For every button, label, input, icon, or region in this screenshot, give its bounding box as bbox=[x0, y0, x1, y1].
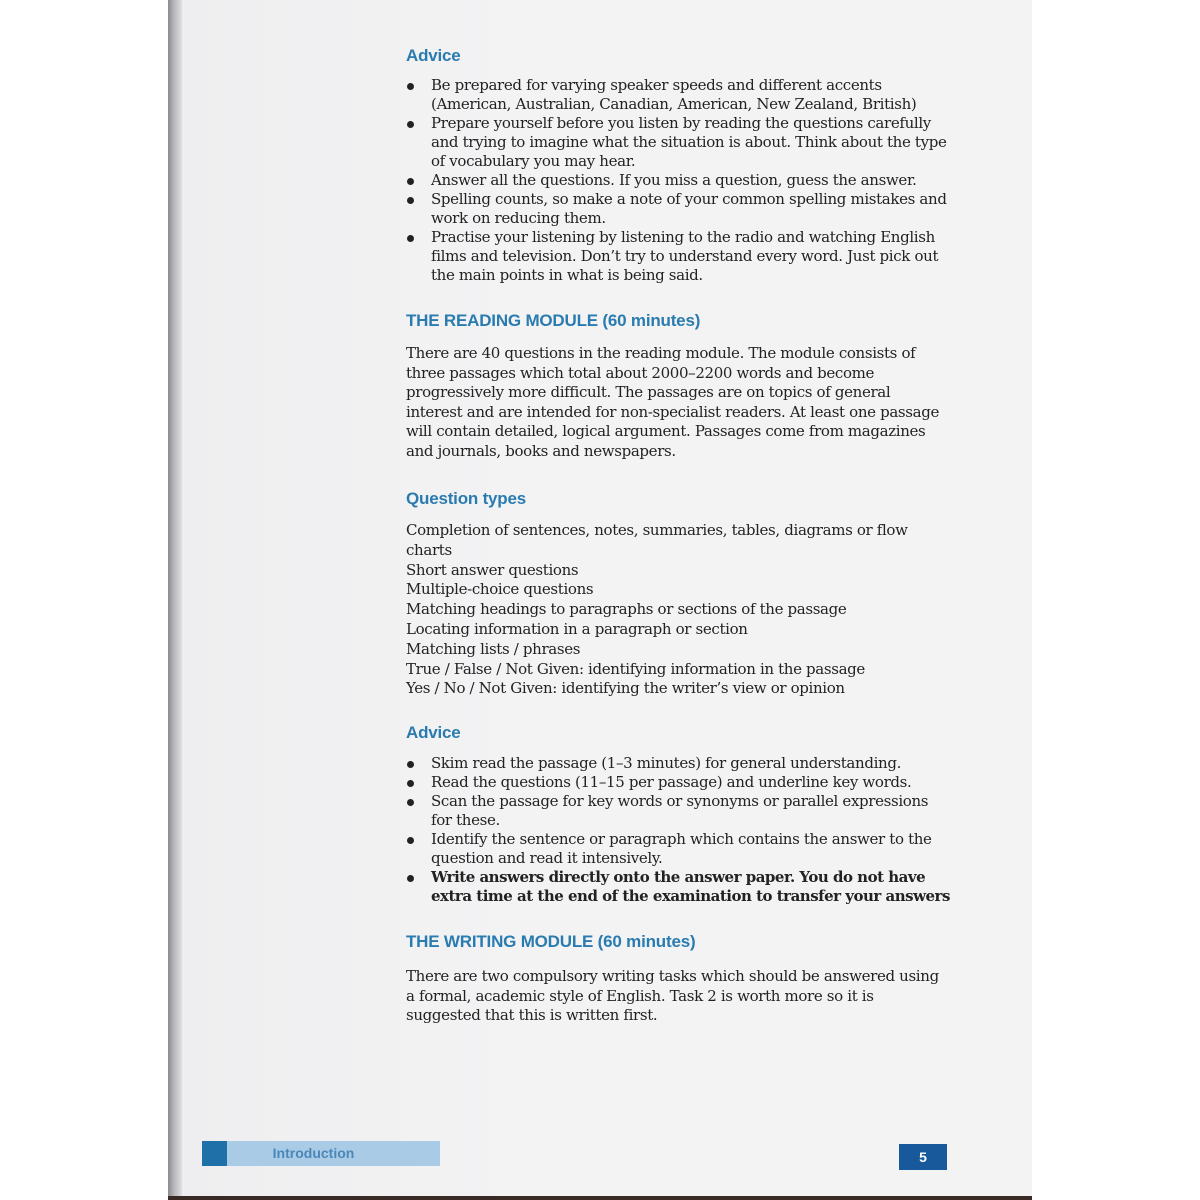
footer-accent-block bbox=[202, 1141, 227, 1166]
list-item: True / False / Not Given: identifying information in the passage bbox=[406, 659, 865, 678]
page-spine-shadow bbox=[168, 0, 182, 1200]
list-item: Scan the passage for key words or synonyms or parallel expressions for these. bbox=[406, 792, 951, 830]
list-item: Practise your listening by listening to the radio and watching English films and television. Don’t try to understand every word. Just pick out the main points in what is being said. bbox=[406, 228, 951, 285]
list-item: Completion of sentences, notes, summaries, tables, diagrams or flow charts bbox=[406, 521, 908, 559]
list-item: Matching lists / phrases bbox=[406, 639, 581, 658]
reading-module-body: There are 40 questions in the reading module. The module consists of three passages which total about 2000–2200 words and become progressively more difficult. The passages are on topics of general interest and are intended for non-specialist readers. At least one passage will contain detailed, logical argument. Passages come from magazines and journals, books and newspapers. bbox=[406, 344, 940, 460]
bullet-icon bbox=[407, 197, 414, 204]
footer-section-bar bbox=[202, 1141, 440, 1166]
list-item: Spelling counts, so make a note of your common spelling mistakes and work on reducing them. bbox=[406, 190, 951, 228]
footer-section-label: Introduction bbox=[272, 1145, 355, 1161]
question-types-section bbox=[406, 489, 951, 699]
list-item: Short answer questions bbox=[406, 560, 579, 579]
bullet-icon bbox=[407, 780, 414, 787]
list-item: Be prepared for varying speaker speeds and different accents (American, Australian, Canadian, American, New Zealand, British) bbox=[406, 76, 951, 114]
listening-advice-heading: Advice bbox=[406, 46, 461, 65]
list-item: Write answers directly onto the answer paper. You do not have extra time at the end of the examination to transfer your answers bbox=[406, 868, 951, 906]
reading-module-section bbox=[406, 311, 951, 461]
list-item: Read the questions (11–15 per passage) and underline key words. bbox=[406, 773, 951, 792]
writing-module-section bbox=[406, 932, 951, 1026]
list-item: Prepare yourself before you listen by reading the questions carefully and trying to imagine what the situation is about. Think about the type of vocabulary you may hear. bbox=[406, 114, 951, 171]
list-item: Skim read the passage (1–3 minutes) for general understanding. bbox=[406, 754, 951, 773]
reading-advice-heading: Advice bbox=[406, 723, 461, 743]
bullet-icon bbox=[407, 121, 414, 128]
book-page bbox=[168, 0, 1032, 1200]
writing-module-heading: THE WRITING MODULE (60 minutes) bbox=[406, 932, 696, 952]
list-item: Multiple-choice questions bbox=[406, 580, 594, 599]
reading-module-heading: THE READING MODULE (60 minutes) bbox=[406, 311, 701, 330]
page-content bbox=[406, 46, 951, 1026]
bullet-icon bbox=[407, 761, 414, 768]
page-bottom-edge bbox=[168, 1196, 1032, 1200]
bullet-icon bbox=[407, 83, 414, 90]
bullet-icon bbox=[407, 875, 414, 882]
list-item: Locating information in a paragraph or section bbox=[406, 619, 748, 638]
listening-advice-section bbox=[406, 46, 951, 285]
reading-advice-section bbox=[406, 723, 951, 906]
reading-advice-list bbox=[406, 754, 951, 906]
listening-advice-list bbox=[406, 76, 951, 285]
page-number: 5 bbox=[899, 1144, 947, 1170]
bullet-icon bbox=[407, 235, 414, 242]
question-types-heading: Question types bbox=[406, 489, 527, 508]
writing-module-body: There are two compulsory writing tasks which should be answered using a formal, academic style of English. Task 2 is worth more so it is suggested that this is written first. bbox=[406, 967, 939, 1025]
bullet-icon bbox=[407, 799, 414, 806]
bullet-icon bbox=[407, 837, 414, 844]
question-types-list bbox=[406, 521, 951, 699]
list-item: Identify the sentence or paragraph which contains the answer to the question and read it intensively. bbox=[406, 830, 951, 868]
bullet-icon bbox=[407, 178, 414, 185]
list-item: Yes / No / Not Given: identifying the writer’s view or opinion bbox=[406, 679, 845, 698]
list-item: Answer all the questions. If you miss a question, guess the answer. bbox=[406, 171, 951, 190]
list-item: Matching headings to paragraphs or sections of the passage bbox=[406, 600, 847, 619]
